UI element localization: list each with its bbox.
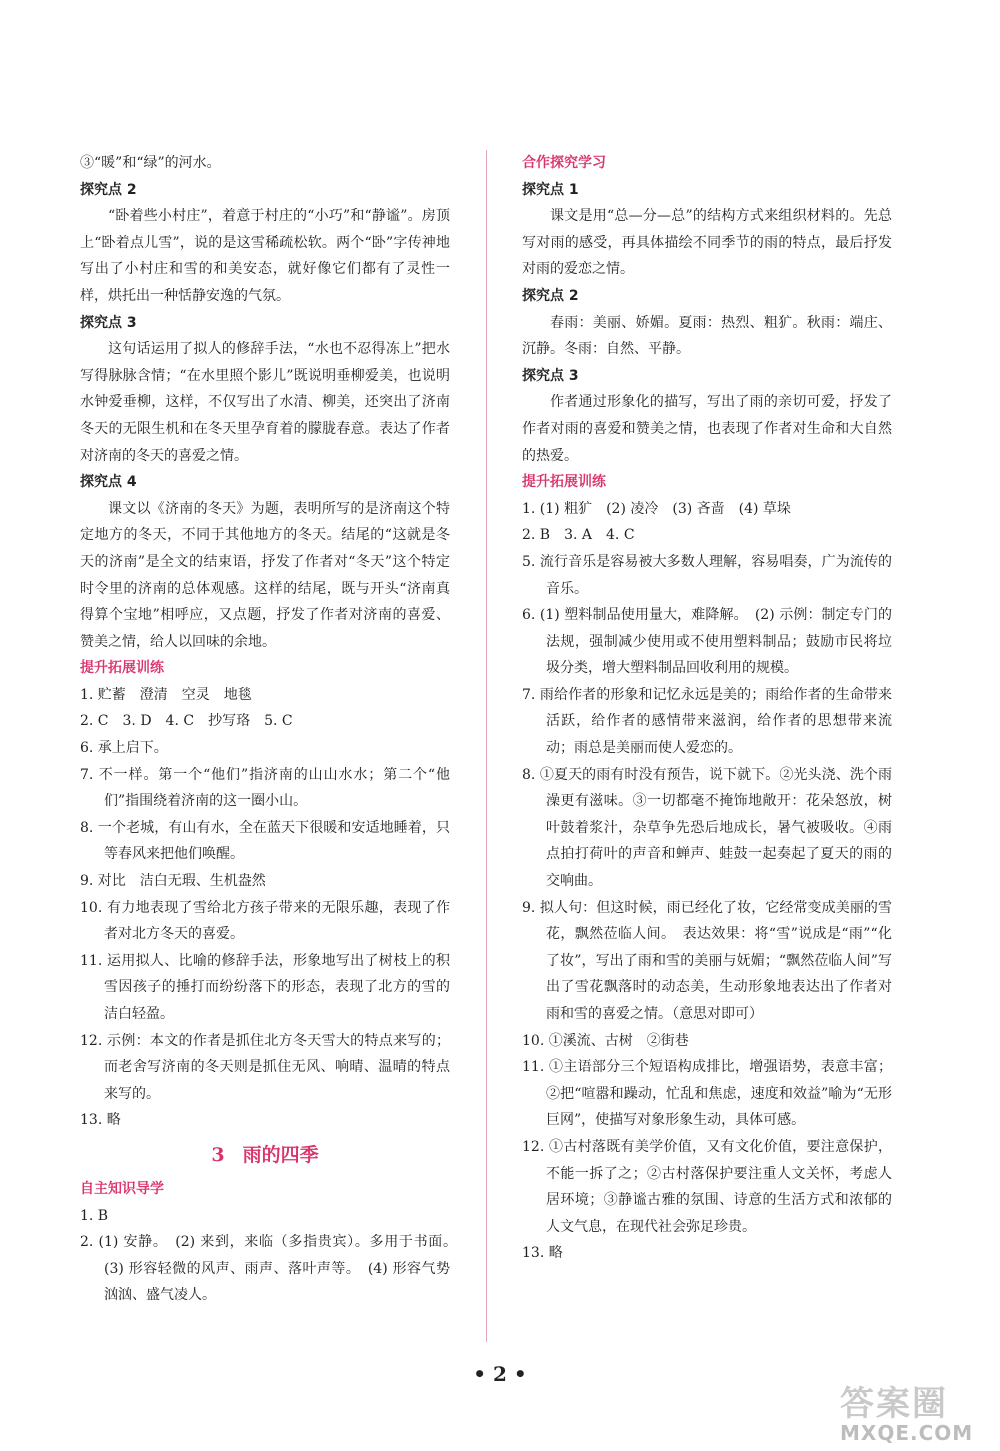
- answer-item: 2. B 3. A 4. C: [522, 527, 635, 544]
- left-column: [80, 150, 464, 1309]
- explore-point-heading: 探究点 2: [522, 287, 579, 304]
- explore-point-heading: 探究点 3: [80, 314, 137, 331]
- answer-item: 13. 略: [80, 1112, 121, 1129]
- explore-point-heading: 探究点 3: [522, 367, 579, 384]
- explore-point-text: 课文以《济南的冬天》为题，表明所写的是济南这个特定地方的冬天，不同于其他地方的冬天。结尾的“这就是冬天的济南”是全文的结束语，抒发了作者对“冬天”这个特定时令里的济南的总体观感。这样的结尾，既与开头“济南真得算个宝地”相呼应，又点题，抒发了作者对济南的喜爱、赞美之情，给人以回味的余地。: [80, 500, 450, 650]
- section-heading: 提升拓展训练: [80, 660, 164, 677]
- answer-item: 8. 一个老城，有山有水，全在蓝天下很暖和安适地睡着，只等春风来把他们唤醒。: [80, 819, 450, 863]
- answer-item: 9. 对比 洁白无瑕、生机盎然: [80, 873, 266, 890]
- answer-item: 12. ①古村落既有美学价值，又有文化价值，要注意保护，不能一拆了之；②古村落保护要注重人文关怀，考虑人居环境；③静谧古雅的氛围、诗意的生活方式和浓郁的人文气息，在现代社会弥足珍贵。: [522, 1138, 892, 1235]
- answer-item: 8. ①夏天的雨有时没有预告，说下就下。②光头浇、洗个雨澡更有滋味。③一切都毫不掩饰地敞开：花朵怒放，树叶鼓着浆汁，杂草争先恐后地成长，暑气被吸收。④雨点拍打荷叶的声音和蝉声、蛙鼓一起奏起了夏天的雨的交响曲。: [522, 766, 892, 890]
- answer-item: 2. (1) 安静。 (2) 来到，来临（多指贵宾）。多用于书面。 (3) 形容轻微的风声、雨声、落叶声等。 (4) 形容气势汹汹、盛气凌人。: [80, 1234, 464, 1304]
- answer-item: 5. 流行音乐是容易被大多数人理解，容易唱奏，广为流传的音乐。: [522, 553, 892, 597]
- answer-item: 1. B: [80, 1207, 109, 1224]
- answer-item: 6. (1) 塑料制品使用量大，难降解。 (2) 示例：制定专门的法规，强制减少使用或不使用塑料制品；鼓励市民将垃圾分类，增大塑料制品回收利用的规模。: [522, 607, 892, 677]
- watermark-url: MXQE.COM: [840, 1421, 974, 1445]
- answer-item: 7. 不一样。第一个“他们”指济南的山山水水；第二个“他们”指围绕着济南的这一圈小山。: [80, 766, 450, 810]
- answer-item: 13. 略: [522, 1245, 563, 1262]
- answer-item: 10. 有力地表现了雪给北方孩子带来的无限乐趣，表现了作者对北方冬天的喜爱。: [80, 899, 450, 943]
- answer-item: 12. 示例：本文的作者是抓住北方冬天雪大的特点来写的；而老舍写济南的冬天则是抓住无风、响晴、温晴的特点来写的。: [80, 1032, 450, 1102]
- explore-point-heading: 探究点 2: [80, 181, 137, 198]
- explore-point-text: 作者通过形象化的描写，写出了雨的亲切可爱，抒发了作者对雨的喜爱和赞美之情，也表现了作者对生命和大自然的热爱。: [522, 394, 892, 464]
- answer-item: 7. 雨给作者的形象和记忆永远是美的；雨给作者的生命带来活跃，给作者的感情带来滋润，给作者的思想带来流动；雨总是美丽而使人爱恋的。: [522, 686, 892, 757]
- right-column: [522, 150, 892, 1267]
- answer-line: ③“暖”和“绿”的河水。: [80, 155, 221, 171]
- section-heading: 自主知识导学: [80, 1180, 164, 1197]
- section-heading: 提升拓展训练: [522, 474, 606, 491]
- explore-point-text: 这句话运用了拟人的修辞手法，“水也不忍得冻上”把水写得脉脉含情；“在水里照个影儿”既说明垂柳爱美，也说明水钟爱垂柳，这样，不仅写出了水清、柳美，还突出了济南冬天的无限生机和在冬天里孕育着的朦胧春意。表达了作者对济南的冬天的喜爱之情。: [80, 341, 450, 464]
- watermark-logo: [840, 1376, 990, 1446]
- lesson-number: 3: [211, 1143, 225, 1166]
- explore-point-heading: 探究点 1: [522, 181, 579, 198]
- answer-item: 11. ①主语部分三个短语构成排比，增强语势，表意丰富；②把“喧嚣和躁动，忙乱和焦虑，速度和效益”喻为“无形巨网”，使描写对象形象生动，具体可感。: [522, 1059, 892, 1129]
- explore-point-text: “卧着些小村庄”，着意于村庄的“小巧”和“静谧”。房顶上“卧着点儿雪”，说的是这雪稀疏松软。两个“卧”字传神地写出了小村庄和雪的和美安态，就好像它们都有了灵性一样，烘托出一种恬静安逸的气氛。: [80, 208, 450, 304]
- watermark-logo-text: 答案圈: [840, 1384, 948, 1424]
- page-number: • 2 •: [473, 1362, 527, 1386]
- section-heading: 合作探究学习: [522, 155, 606, 171]
- explore-point-text: 春雨：美丽、娇媚。夏雨：热烈、粗犷。秋雨：端庄、沉静。冬雨：自然、平静。: [522, 314, 892, 358]
- answer-item: 1. 贮蓄 澄清 空灵 地毯: [80, 686, 252, 703]
- answer-item: 10. ①溪流、古树 ②街巷: [522, 1032, 689, 1049]
- lesson-title-text: 雨的四季: [242, 1143, 319, 1166]
- explore-point-text: 课文是用“总—分—总”的结构方式来组织材料的。先总写对雨的感受，再具体描绘不同季节的雨的特点，最后抒发对雨的爱恋之情。: [522, 208, 892, 278]
- answer-item: 2. C 3. D 4. C 抄写珞 5. C: [80, 713, 293, 730]
- explore-point-heading: 探究点 4: [80, 474, 137, 491]
- answer-item: 11. 运用拟人、比喻的修辞手法，形象地写出了树枝上的积雪因孩子的捶打而纷纷落下的形态，表现了北方的雪的洁白轻盈。: [80, 952, 450, 1022]
- answer-item: 6. 承上启下。: [80, 740, 168, 757]
- answer-item: 1. (1) 粗犷 (2) 凌冷 (3) 吝啬 (4) 草垛: [522, 500, 791, 517]
- answer-item: 9. 拟人句：但这时候，雨已经化了妆，它经常变成美丽的雪花，飘然莅临人间。 表达效果：将“雪”说成是“雨”“化了妆”，写出了雨和雪的美丽与妩媚；“飘然莅临人间”写出了雪花飘落时的动态美，生动形象地表达出了作者对雨和雪的喜爱之情。（意思对即可）: [522, 899, 892, 1022]
- lesson-title: [80, 1136, 450, 1174]
- column-divider: [486, 150, 487, 1342]
